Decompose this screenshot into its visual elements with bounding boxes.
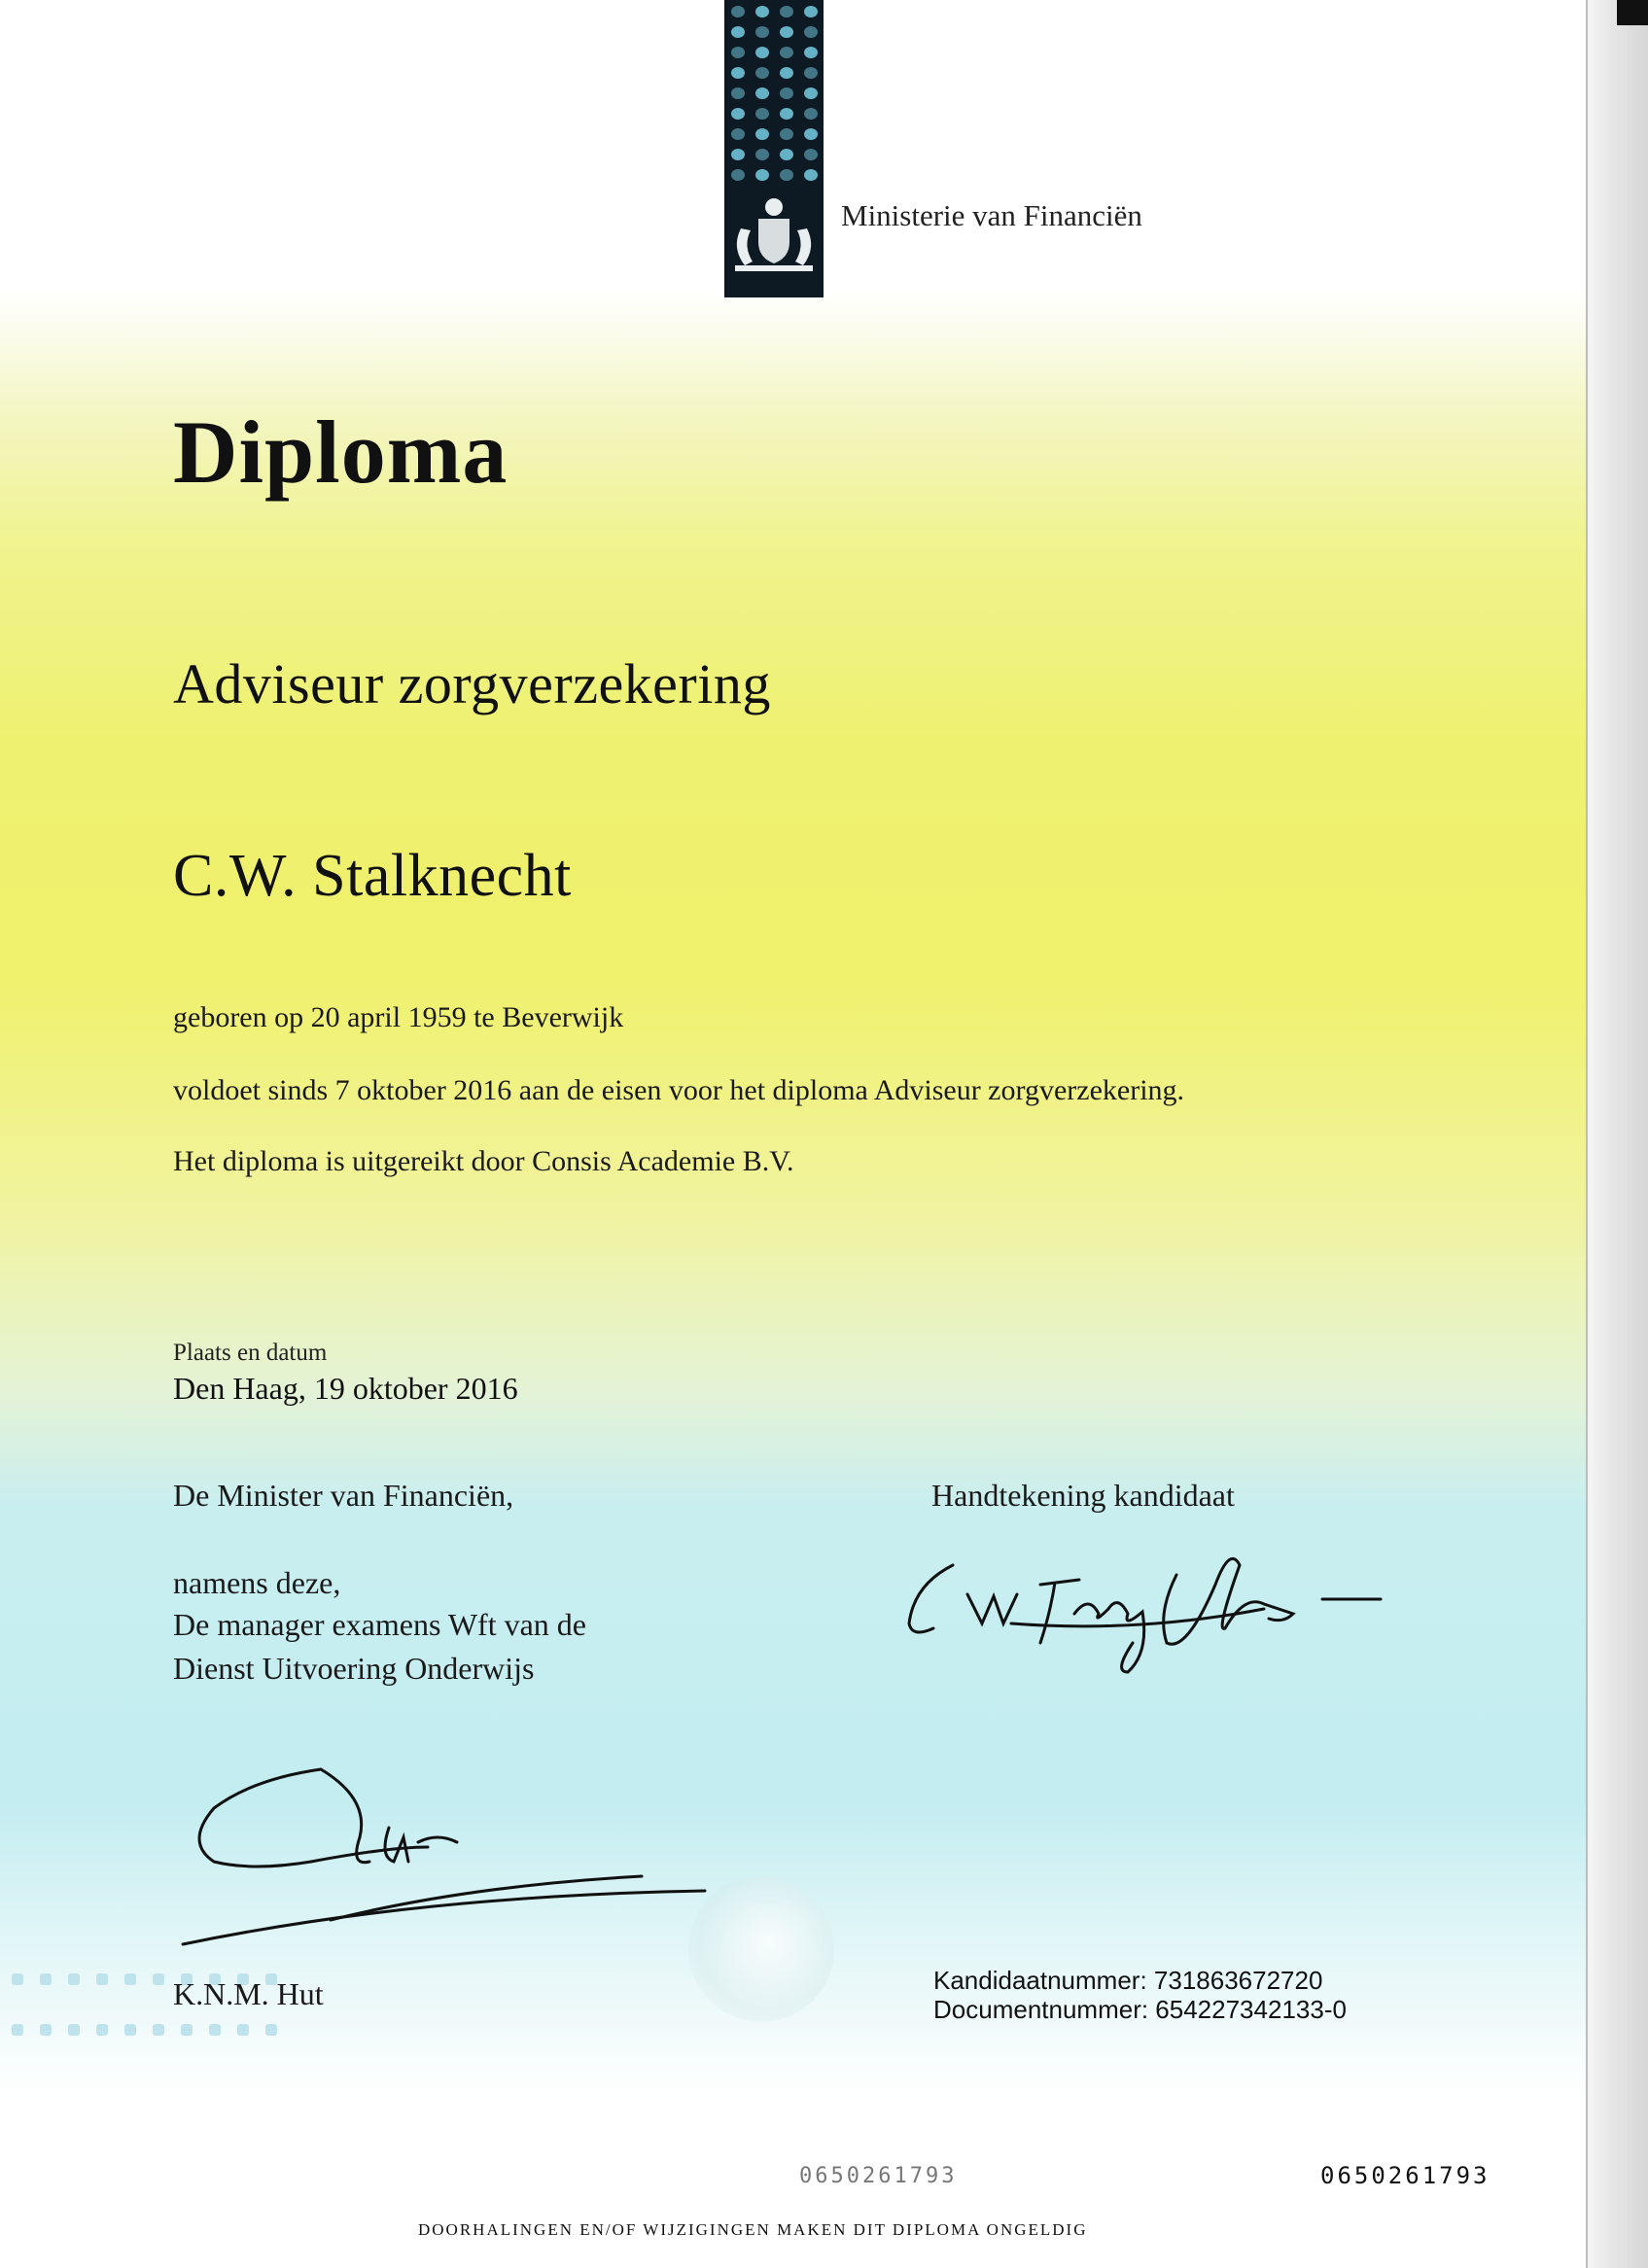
signatory-name: K.N.M. Hut [173,1976,324,2011]
decorative-dot [265,2024,277,2036]
decorative-dot [209,2024,221,2036]
decorative-dot [96,1973,108,1985]
validity-notice: DOORHALINGEN EN/OF WIJZIGINGEN MAKEN DIT DIPLOMA ONGELDIG [418,2220,1088,2239]
candidate-signature-label: Handtekening kandidaat [931,1478,1235,1513]
decorative-dot [12,1973,23,1985]
place-date-value: Den Haag, 19 oktober 2016 [173,1371,518,1406]
role-line-1: De manager examens Wft van de [173,1607,586,1642]
decorative-dot [237,2024,249,2036]
on-behalf-line: namens deze, [173,1565,341,1600]
reference-numbers [933,1966,1347,2024]
decorative-dot [153,1973,164,1985]
requirement-line: voldoet sinds 7 oktober 2016 aan de eisen voor het diploma Adviseur zorgverzekering. [173,1074,1185,1106]
decorative-dot [12,2024,23,2036]
document-number: Documentnummer: 654227342133-0 [933,1995,1347,2024]
role-line-2: Dienst Uitvoering Onderwijs [173,1651,535,1686]
issuer-line: Het diploma is uitgereikt door Consis Academie B.V. [173,1145,794,1177]
dot-row-2 [0,2024,311,2038]
minister-heading: De Minister van Financiën, [173,1478,514,1513]
candidate-number: Kandidaatnummer: 731863672720 [933,1966,1323,1995]
qualification-title: Adviseur zorgverzekering [173,652,771,715]
scan-edge [1586,0,1648,2268]
decorative-dot [68,2024,80,2036]
decorative-dot [68,1973,80,1985]
serial-number-faded: 0650261793 [799,2164,958,2188]
decorative-dot [96,2024,108,2036]
embossed-seal [688,1876,834,2022]
decorative-dot [153,2024,164,2036]
decorative-dot [124,2024,136,2036]
candidate-signature [894,1526,1400,1682]
diploma-title: Diploma [173,402,508,502]
place-date-label: Plaats en datum [173,1340,328,1366]
decorative-dot [124,1973,136,1985]
birth-line: geboren op 20 april 1959 te Beverwijk [173,1001,624,1033]
ministry-name: Ministerie van Financiën [841,198,1142,232]
candidate-name: C.W. Stalknecht [173,843,572,909]
decorative-dot [40,1973,52,1985]
coat-of-arms-icon [724,0,824,297]
minister-signature [175,1750,719,1964]
decorative-dot [40,2024,52,2036]
decorative-dot [181,2024,193,2036]
serial-number: 0650261793 [1320,2162,1490,2189]
